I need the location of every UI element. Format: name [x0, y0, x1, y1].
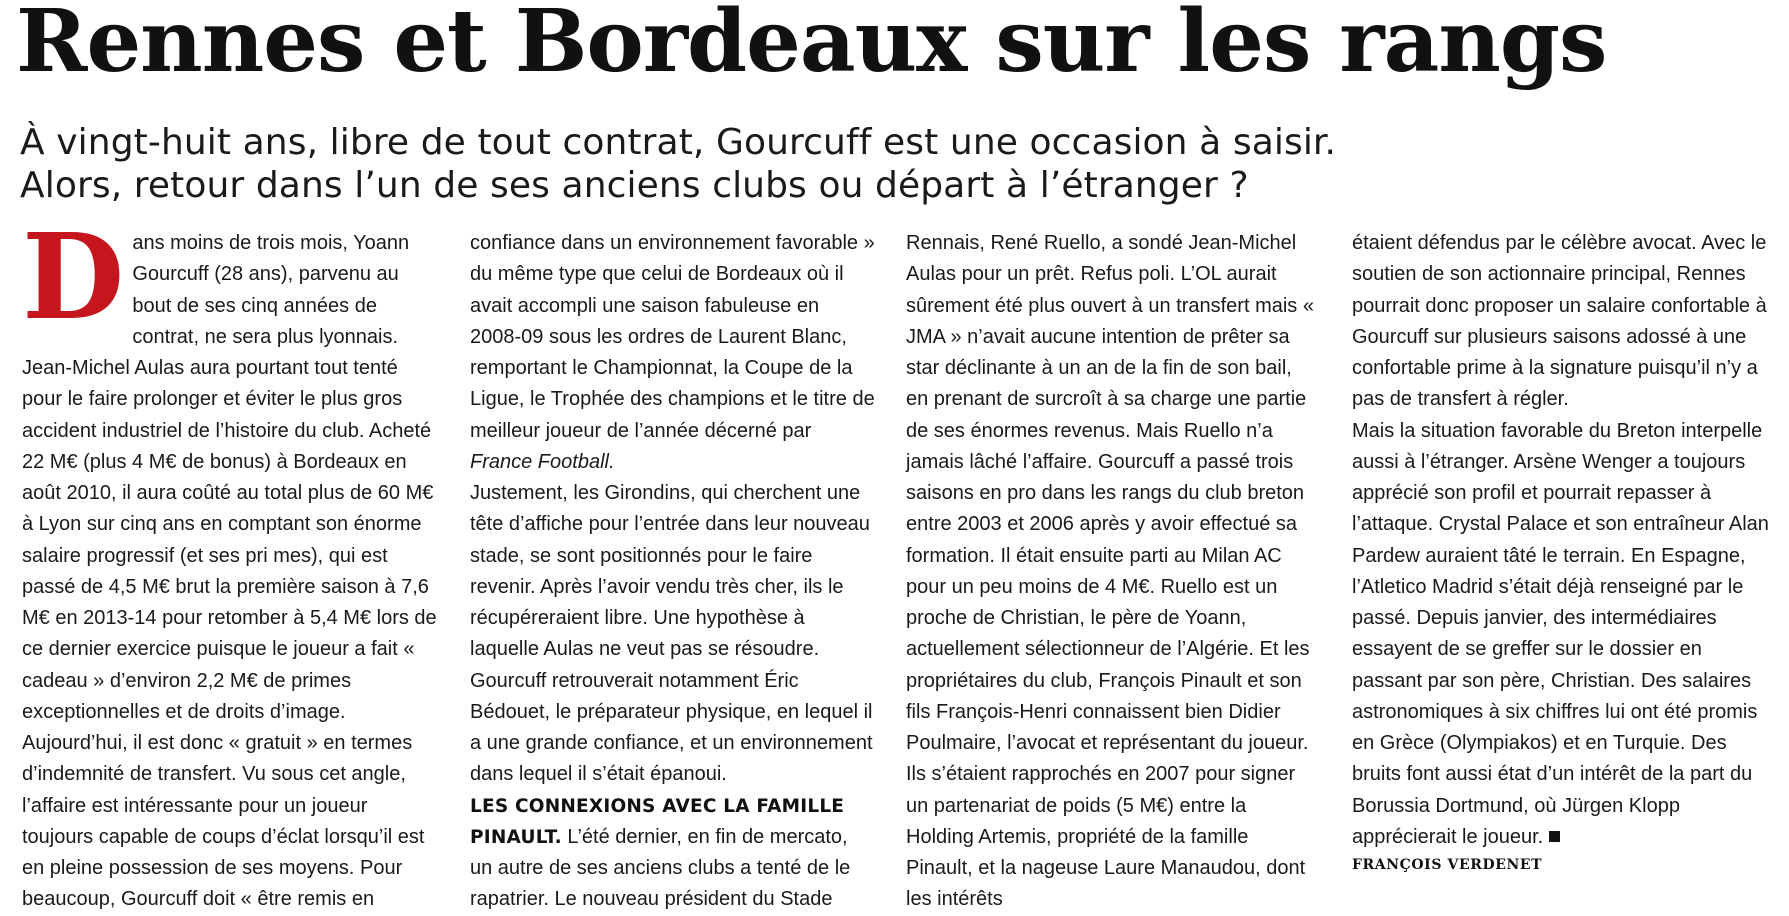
- article-column-3: [906, 228, 1316, 911]
- article-column-4: [1352, 228, 1772, 873]
- column-2-text-a: confiance dans un environnement favorable » du même type que celui de Bordeaux où il avait accompli une saison fabuleuse en 2008-09 sous les ordres de Laurent Blanc, remportant le Championnat, la Coupe de la Ligue, le Trophée des champions et le titre de meilleur joueur de l’année décerné par: [470, 232, 875, 442]
- magazine-title: France Football.: [470, 450, 615, 473]
- standfirst: [20, 121, 1780, 207]
- author-byline: FRANÇOIS VERDENET: [1352, 857, 1543, 873]
- article-column-1: [22, 207, 440, 911]
- column-2-text-c: L’été dernier, en fin de mercato, un autre de ses anciens clubs a tenté de le rapatrier. Le nouveau président du Stade: [470, 825, 851, 911]
- column-2-paragraph-3: [470, 791, 875, 916]
- column-4-paragraph-1: étaient défendus par le célèbre avocat. Avec le soutien de son actionnaire principal, Rennes pourrait donc proposer un salaire confortable à Gourcuff sur plusieurs saisons adossé à une confortable prime à la signature puisqu’il n’y a pas de transfert à régler.: [1352, 232, 1767, 411]
- end-of-article-square-icon: [1549, 831, 1560, 842]
- column-4-text-b: Mais la situation favorable du Breton interpelle aussi à l’étranger. Arsène Wenger a toujours apprécié son profil et pourrait repasser à l’attaque. Crystal Palace et son entraîneur Alan Pardew auraient tâté le terrain. En Espagne, l’Atletico Madrid s’était déjà renseigné par le passé. Depuis janvier, des intermédiaires essayent de se greffer sur le dossier en passant par son père, Christian. Des salaires astronomiques à six chiffres lui ont été promis en Grèce (Olympiakos) et en Turquie. Des bruits font aussi état d’un intérêt de la part du Borussia Dortmund, où Jürgen Klopp apprécierait le joueur.: [1352, 419, 1769, 848]
- column-3-text: Rennais, René Ruello, a sondé Jean-Michel Aulas pour un prêt. Refus poli. L’OL aurait sûrement été plus ouvert à un transfert mais « JMA » n’avait aucune intention de prêter sa star déclinante à un an de la fin de son bail, en prenant de surcroît à sa charge une partie de ses énormes revenus. Mais Ruello n’a jamais lâché l’affaire. Gourcuff a passé trois saisons en pro dans les rangs du club breton entre 2003 et 2006 après y avoir effectué sa formation. Il était ensuite parti au Milan AC pour un peu moins de 4 M€. Ruello est un proche de Christian, le père de Yoann, actuellement sélectionneur de l’Algérie. Et les propriétaires du club, François Pinault et son fils François-Henri connaissent bien Didier Poulmaire, l’avocat et représentant du joueur. Ils s’étaient rapprochés en 2007 pour signer un partenariat de poids (5 M€) entre la Holding Artemis, propriété de la famille Pinault, et la nageuse Laure Manaudou, dont les intérêts: [906, 232, 1314, 911]
- article-column-2: [470, 228, 875, 911]
- drop-cap: D: [22, 207, 125, 346]
- standfirst-line-2: Alors, retour dans l’un de ses anciens clubs ou départ à l’étranger ?: [20, 165, 1249, 206]
- section-subhead: LES CONNEXIONS AVEC LA FAMILLE PINAULT.: [470, 795, 845, 848]
- column-2-paragraph-1: [470, 228, 875, 478]
- column-4-paragraph-2: [1352, 416, 1772, 854]
- column-2-paragraph-2: Justement, les Girondins, qui cherchent une tête d’affiche pour l’entrée dans leur nouveau stade, se sont positionnés pour le faire revenir. Après l’avoir vendu très cher, ils le récupéreraient libre. Une hypothèse à laquelle Aulas ne veut pas se résoudre. Gourcuff retrouverait notamment Éric Bédouet, le préparateur physique, en lequel il a une grande confiance, et un environnement dans lequel il s’était épanoui.: [470, 482, 873, 786]
- standfirst-line-1: À vingt-huit ans, libre de tout contrat, Gourcuff est une occasion à saisir.: [20, 122, 1337, 163]
- column-1-text: ans moins de trois mois, Yoann Gourcuff (28 ans), parvenu au bout de ses cinq années de contrat, ne sera plus lyonnais. Jean-Michel Aulas aura pourtant tout tenté pour le faire prolonger et éviter le plus gros accident industriel de l’histoire du club. Acheté 22 M€ (plus 4 M€ de bonus) à Bordeaux en août 2010, il aura coûté au total plus de 60 M€ à Lyon sur cinq ans en comptant son énorme salaire progressif (et ses pri mes), qui est passé de 4,5 M€ brut la première saison à 7,6 M€ en 2013-14 pour retomber à 5,4 M€ lors de ce dernier exercice puisque le joueur a fait « cadeau » d’environ 2,2 M€ de primes exceptionnelles et de droits d’image. Aujourd’hui, il est donc « gratuit » en termes d’indemnité de transfert. Vu sous cet angle, l’affaire est intéressante pour un joueur toujours capable de coups d’éclat lorsqu’il est en pleine possession de ses moyens. Pour beaucoup, Gourcuff doit « être remis en: [22, 232, 437, 911]
- headline: Rennes et Bordeaux sur les rangs: [16, 0, 1607, 92]
